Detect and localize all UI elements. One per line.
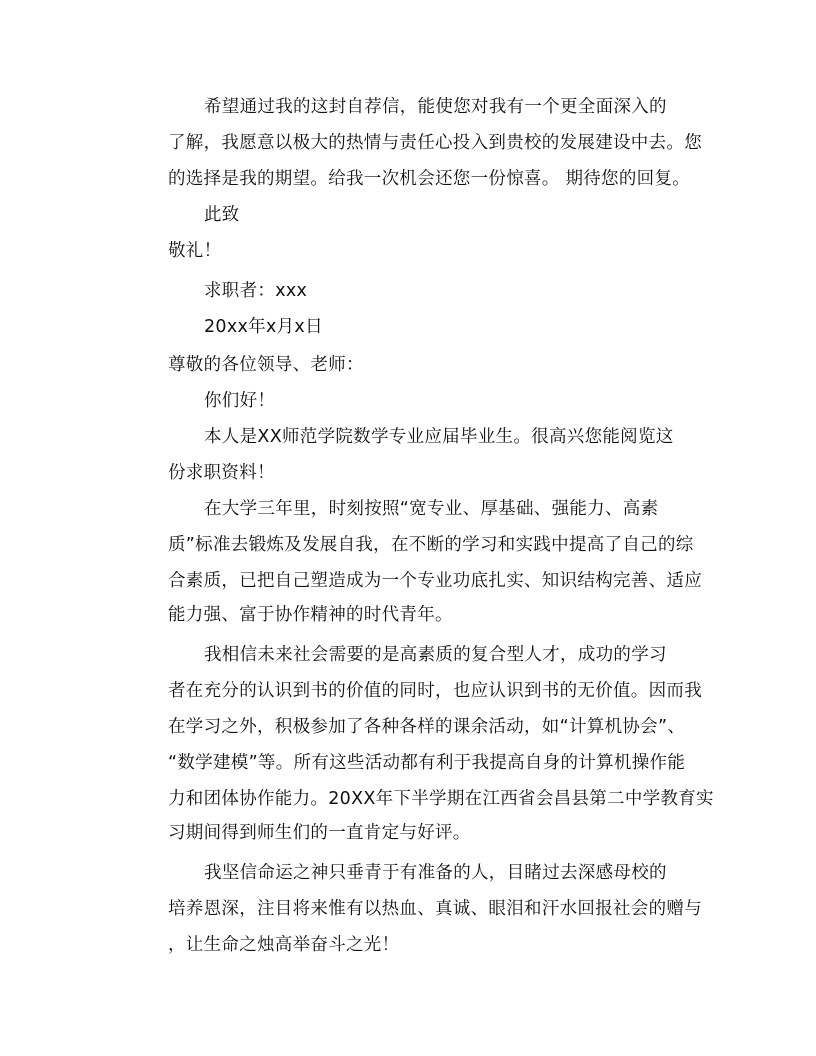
text-line: 能力强、富于协作精神的时代青年。: [168, 605, 453, 625]
text-line: 习期间得到师生们的一直肯定与好评。: [168, 823, 471, 843]
text-line: 在大学三年里，时刻按照“宽专业、厚基础、强能力、高素: [204, 499, 659, 519]
text-line: 质”标准去锻炼及发展自我，在不断的学习和实践中提高了自己的综: [168, 535, 694, 555]
text-line: 本人是XX师范学院数学专业应届毕业生。很高兴您能阅览这: [204, 427, 674, 447]
text-line: 希望通过我的这封自荐信，能使您对我有一个更全面深入的: [204, 97, 667, 117]
text-line: 了解，我愿意以极大的热情与责任心投入到贵校的发展建设中去。您: [168, 133, 702, 153]
greeting: 你们好！: [204, 391, 276, 411]
text-line: 我坚信命运之神只垂青于有准备的人，目睹过去深感母校的: [204, 863, 667, 883]
signature-line: 求职者：xxx: [204, 281, 308, 301]
text-line: 在学习之外，积极参加了各种各样的课余活动，如“计算机协会”、: [168, 717, 686, 737]
text-line: 的选择是我的期望。给我一次机会还您一份惊喜。 期待您的回复。: [168, 169, 691, 189]
text-line: 合素质，已把自己塑造成为一个专业功底扎实、知识结构完善、适应: [168, 571, 702, 591]
closing-salute: 敬礼！: [168, 241, 222, 261]
date-line: 20xx年x月x日: [204, 317, 323, 337]
text-line: ，让生命之烛高举奋斗之光！: [168, 935, 400, 955]
text-line: 力和团体协作能力。20XX年下半学期在江西省会昌县第二中学教育实: [168, 789, 714, 809]
text-line: 份求职资料！: [168, 463, 275, 483]
text-line: 培养恩深，注目将来惟有以热血、真诚、眼泪和汗水回报社会的赠与: [168, 899, 702, 919]
text-line: “数学建模”等。所有这些活动都有利于我提高自身的计算机操作能: [168, 753, 686, 773]
salutation: 尊敬的各位领导、老师：: [168, 355, 364, 375]
text-line: 者在充分的认识到书的价值的同时，也应认识到书的无价值。因而我: [168, 681, 702, 701]
closing-line: 此致: [204, 205, 240, 225]
text-line: 我相信未来社会需要的是高素质的复合型人才，成功的学习: [204, 645, 667, 665]
